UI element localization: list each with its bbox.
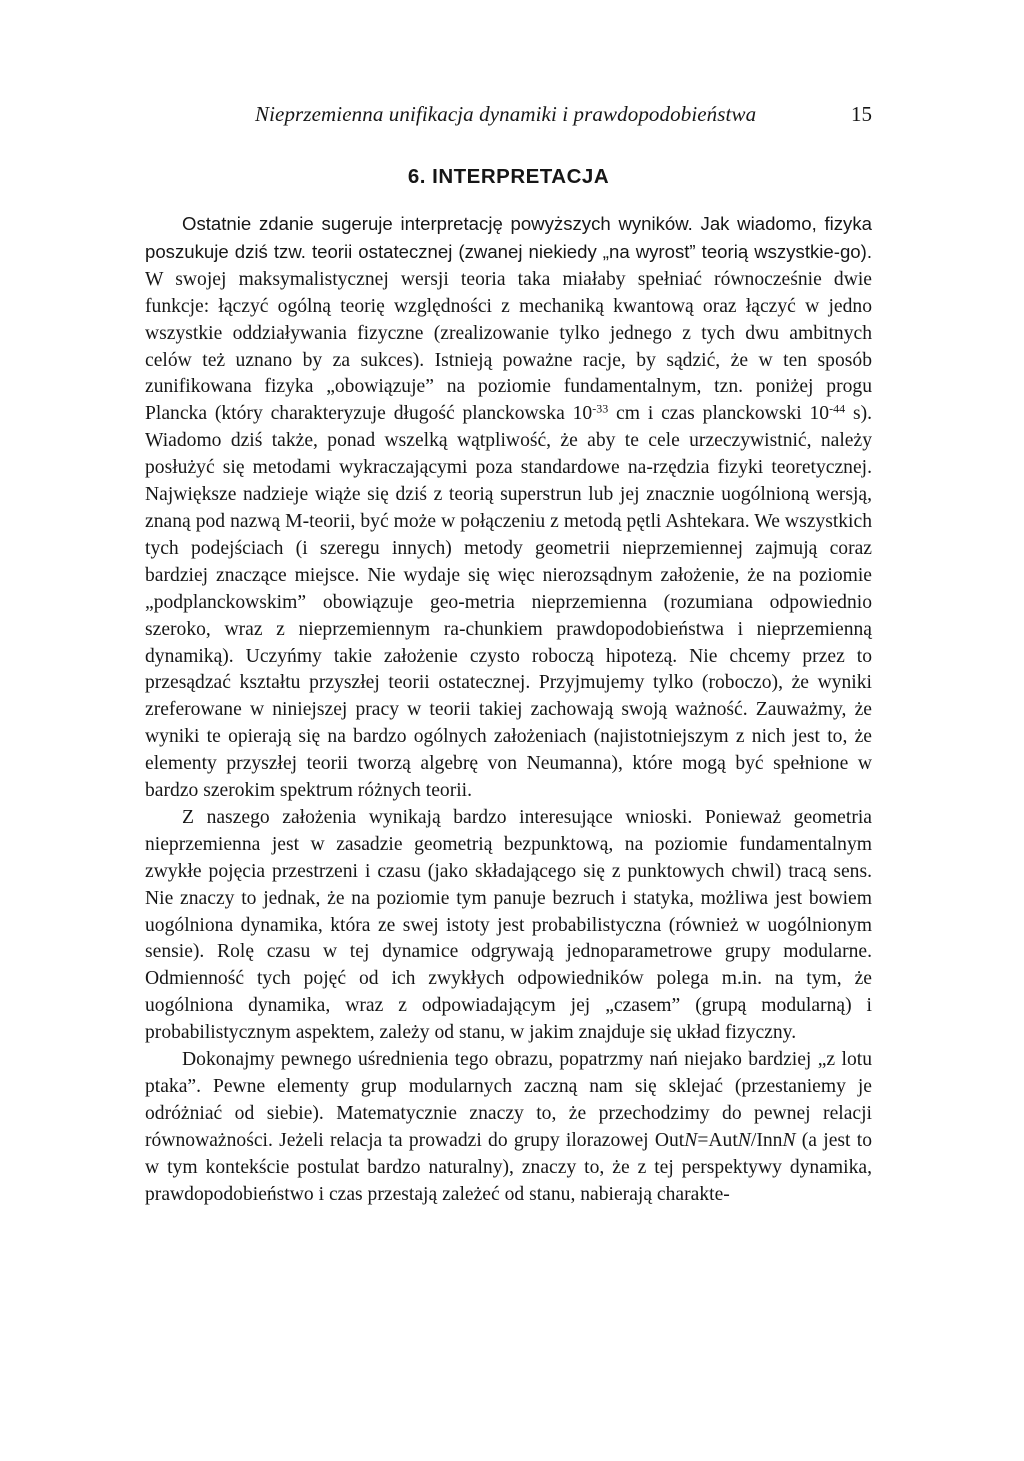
paragraph-3-text-2: =Aut: [697, 1129, 738, 1151]
algebra-symbol: N: [782, 1129, 796, 1151]
document-page: [145, 98, 872, 1209]
paragraph-3-text-3: /Inn: [750, 1129, 783, 1151]
paragraph-3-text-1: Dokonajmy pewnego uśrednienia tego obrazu, popatrzmy nań niejako bardziej „z lotu ptaka”. Pewne elementy grup modularnych zaczną nam się sklejać (przestaniemy je odróżniać od siebie). Matematycznie znaczy to, że przechodzimy do pewnej relacji równoważności. Jeżeli relacja ta prowadzi do grupy ilorazowej Out: [145, 1049, 872, 1151]
paragraph-1-text-3: s). Wiadomo dziś także, ponad wszelką wątpliwość, że aby te cele urzeczywistnić, należy posłużyć się metodami wykraczającymi poza standardowe na-rzędzia fizyki teoretycznej. Największe nadzieje wiąże się dziś z teorią superstrun lub jej znacznie uogólnioną wersją, znaną pod nazwą M-teorii, być może w połączeniu z metodą pętli Ashtekara. We wszystkich tych podejściach (i szeregu innych) metody geometrii nieprzemiennej zajmują coraz bardziej znaczące miejsce. Nie wydaje się więc nierozsądnym założenie, że na poziomie „podplanckowskim” obowiązuje geo-metria nieprzemienna (rozumiana odpowiednio szeroko, wraz z nieprzemiennym ra-chunkiem prawdopodobieństwa i nieprzemienną dynamiką). Uczyńmy takie założenie czysto roboczą hipotezą. Nie chcemy przez to przesądzać kształtu przyszłej teorii ostatecznej. Przyjmujemy tylko (roboczo), że wyniki zreferowane w niniejszej pracy w teorii takiej zachowają swoją ważność. Zauważmy, że wyniki te opierają się na bardzo ogólnych założeniach (najistotniejszym z nich jest to, że elementy przyszłej teorii tworzą algebrę von Neumanna), które mogą być spełnione w bardzo szerokim spektrum różnych teorii.: [145, 403, 872, 802]
section-heading: 6. INTERPRETACJA: [407, 165, 610, 188]
running-header: [145, 98, 872, 132]
paragraph-3: [145, 1047, 872, 1208]
planck-time-exponent: -44: [829, 401, 846, 416]
algebra-symbol: N: [737, 1129, 751, 1151]
paragraph-3-text-4: (a jest to w tym kontekście postulat bardzo naturalny), znaczy to, że z tej perspektywy dynamika, prawdopodobieństwo i czas przestają zależeć od stanu, nabierają charakte-: [145, 1129, 872, 1205]
paragraph-1-text-2: cm i czas planckowski 10: [608, 403, 830, 425]
body-text: [145, 211, 872, 1209]
algebra-symbol: N: [684, 1129, 698, 1151]
paragraph-2: [145, 805, 872, 1047]
paragraph-1-text-1: W swojej maksymalistycznej wersji teoria taka miałaby spełniać równocześnie dwie funkcje: łączyć ogólną teorię względności z mechaniką kwantową oraz łączyć w jedno wszystkie oddziaływania fizyczne (zrealizowanie tylko jednego z tych dwu ambitnych celów też uznano by za sukces). Istnieją poważne racje, by sądzić, że w ten sposób zunifikowana fizyka „obowiązuje” na poziomie fundamentalnym, tzn. poniżej progu Plancka (który charakteryzuje długość planckowska 10: [145, 268, 872, 425]
running-title: Nieprzemienna unifikacja dynamiki i prawdopodobieństwa: [255, 102, 757, 126]
paragraph-1: [145, 211, 872, 805]
planck-length-exponent: -33: [592, 401, 609, 416]
page-number: 15: [851, 102, 872, 126]
paragraph-2-text: Z naszego założenia wynikają bardzo interesujące wnioski. Ponieważ geometria nieprzemienna jest w zasadzie geometrią bezpunktową, na poziomie fundamentalnym zwykłe pojęcia przestrzeni i czasu (jako składającego się z punktowych chwil) tracą sens. Nie znaczy to jednak, że na poziomie tym panuje bezruch i statyka, możliwa jest bowiem uogólniona dynamika, która ze swej istoty jest probabilistyczna (również w uogólnionym sensie). Rolę czasu w tej dynamice odgrywają jednoparametrowe grupy modularne. Odmienność tych pojęć od ich zwykłych odpowiedników polega m.in. na tym, że uogólniona dynamika, wraz z odpowiadającym jej „czasem” (grupą modularną) i probabilistycznym aspektem, zależy od stanu, w jakim znajduje się układ fizyczny.: [145, 806, 872, 1044]
paragraph-1-intro: Ostatnie zdanie sugeruje interpretację powyższych wyników. Jak wiadomo, fizyka poszukuje dziś tzw. teorii ostatecznej (zwanej niekiedy „na wyrost” teorią wszystkie-go).: [145, 213, 872, 262]
